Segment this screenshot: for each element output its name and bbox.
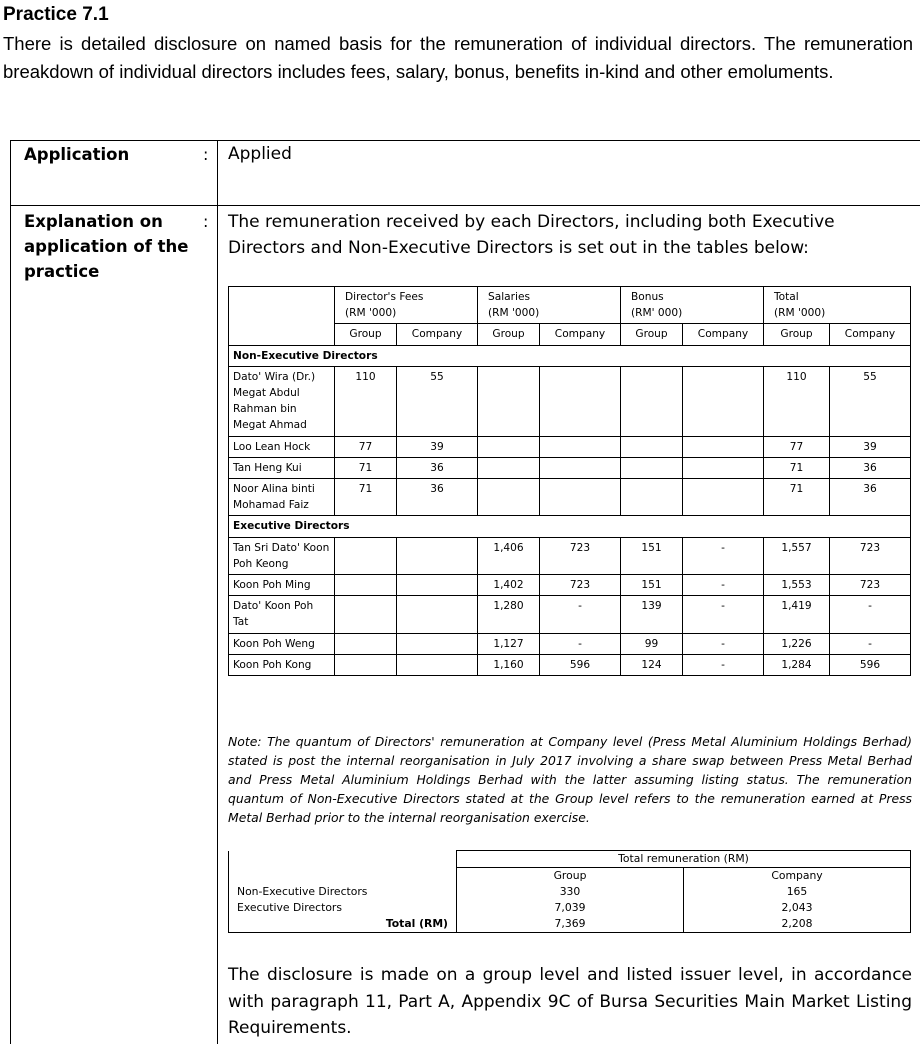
amount-cell: 77 <box>764 436 830 457</box>
frame-row-divider <box>10 205 920 206</box>
total-row-label: Executive Directors <box>229 900 457 916</box>
total-sum-company: 2,208 <box>684 916 911 933</box>
amount-cell <box>335 575 397 596</box>
amount-cell: 77 <box>335 436 397 457</box>
header-total-unit: (RM '000) <box>774 307 826 320</box>
total-cols-row <box>229 868 911 885</box>
amount-cell <box>621 436 683 457</box>
disclosure-statement: The disclosure is made on a group level and listed issuer level, in accordance with paragraph 11, Part A, Appendix 9C of Bursa Securities Main Market Listing Requirements. <box>228 965 912 1038</box>
header-total <box>764 287 911 324</box>
total-data-row <box>229 884 911 900</box>
amount-cell: - <box>683 537 764 574</box>
total-sum-row <box>229 916 911 933</box>
section-title: Executive Directors <box>229 516 911 537</box>
amount-cell <box>621 479 683 516</box>
amount-cell: 1,402 <box>478 575 540 596</box>
total-header-title: Total remuneration (RM) <box>457 851 911 868</box>
amount-cell: - <box>683 575 764 596</box>
amount-cell: 1,419 <box>764 596 830 633</box>
director-row <box>229 479 911 516</box>
director-name: Koon Poh Kong <box>229 654 335 675</box>
amount-cell: - <box>830 633 911 654</box>
total-data-row <box>229 900 911 916</box>
total-header-blank <box>229 851 457 868</box>
amount-cell: 71 <box>335 479 397 516</box>
amount-cell: 1,284 <box>764 654 830 675</box>
header-fees-name: Director's Fees <box>345 291 424 303</box>
director-row <box>229 575 911 596</box>
amount-cell: 151 <box>621 575 683 596</box>
application-label: Application <box>24 145 130 164</box>
section-row <box>229 345 911 366</box>
explanation-colon: : <box>203 212 209 231</box>
amount-cell <box>540 457 621 478</box>
amount-cell <box>335 633 397 654</box>
header-sub-cell: Company <box>397 324 478 345</box>
amount-cell: 723 <box>540 537 621 574</box>
amount-cell: - <box>540 633 621 654</box>
header-sub-cell: Company <box>830 324 911 345</box>
amount-cell: 55 <box>830 366 911 436</box>
total-col-group: Group <box>457 868 684 885</box>
total-cols-blank <box>229 868 457 885</box>
amount-cell: 36 <box>830 479 911 516</box>
amount-cell <box>540 479 621 516</box>
frame-column-divider <box>217 140 218 1044</box>
amount-cell: - <box>683 654 764 675</box>
amount-cell: - <box>683 596 764 633</box>
amount-cell <box>683 436 764 457</box>
header-salaries <box>478 287 621 324</box>
director-row <box>229 436 911 457</box>
amount-cell: 1,557 <box>764 537 830 574</box>
amount-cell <box>397 654 478 675</box>
remuneration-note: Note: The quantum of Directors' remuneration at Company level (Press Metal Aluminium Holdings Berhad) stated is post the internal reorganisation in July 2017 involving a share swap between Press Metal Berhad and Press Metal Aluminium Holdings Berhad with the latter assuming listing status. The remuneration quantum of Non-Executive Directors stated at the Group level refers to the remuneration earned at Press Metal Berhad prior to the internal reorganisation exercise. <box>228 734 912 825</box>
total-sum-label: Total (RM) <box>229 916 457 933</box>
amount-cell <box>335 537 397 574</box>
amount-cell: 36 <box>397 479 478 516</box>
total-row-company: 2,043 <box>684 900 911 916</box>
amount-cell: 1,226 <box>764 633 830 654</box>
header-bonus-name: Bonus <box>631 291 664 303</box>
non-executive-rows <box>229 366 911 516</box>
amount-cell <box>478 479 540 516</box>
amount-cell: 39 <box>830 436 911 457</box>
explanation-label-line: practice <box>24 262 100 281</box>
header-group-row <box>229 287 911 324</box>
header-salaries-unit: (RM '000) <box>488 307 540 320</box>
total-row-group: 330 <box>457 884 684 900</box>
amount-cell <box>397 575 478 596</box>
header-total-name: Total <box>774 291 799 303</box>
header-salaries-name: Salaries <box>488 291 530 303</box>
amount-cell: 110 <box>335 366 397 436</box>
explanation-label-line: Explanation on <box>24 212 163 231</box>
amount-cell <box>335 596 397 633</box>
amount-cell: - <box>830 596 911 633</box>
amount-cell <box>683 457 764 478</box>
frame-left-border <box>10 140 11 1044</box>
explanation-label-line: application of the <box>24 237 189 256</box>
amount-cell: 596 <box>540 654 621 675</box>
amount-cell: 1,127 <box>478 633 540 654</box>
director-row <box>229 366 911 436</box>
header-sub-cell: Company <box>540 324 621 345</box>
amount-cell <box>397 633 478 654</box>
director-row <box>229 596 911 633</box>
frame-top-border <box>10 140 920 141</box>
director-name: Dato' Koon Poh Tat <box>229 596 335 633</box>
section-row <box>229 516 911 537</box>
director-row <box>229 457 911 478</box>
amount-cell: 71 <box>764 457 830 478</box>
director-name: Dato' Wira (Dr.) Megat Abdul Rahman bin Megat Ahmad <box>229 366 335 436</box>
amount-cell: 71 <box>335 457 397 478</box>
amount-cell <box>478 457 540 478</box>
amount-cell <box>540 436 621 457</box>
amount-cell <box>478 436 540 457</box>
director-name: Loo Lean Hock <box>229 436 335 457</box>
director-name: Noor Alina binti Mohamad Faiz <box>229 479 335 516</box>
total-row-company: 165 <box>684 884 911 900</box>
total-row-group: 7,039 <box>457 900 684 916</box>
amount-cell: 110 <box>764 366 830 436</box>
header-sub-cell: Group <box>621 324 683 345</box>
amount-cell: 151 <box>621 537 683 574</box>
explanation-text: The remuneration received by each Directors, including both Executive Directors and Non-Executive Directors is set out in the tables below: <box>228 212 835 258</box>
amount-cell: 1,553 <box>764 575 830 596</box>
total-remuneration-table <box>228 850 911 933</box>
director-row <box>229 537 911 574</box>
amount-cell: 1,280 <box>478 596 540 633</box>
amount-cell: 596 <box>830 654 911 675</box>
amount-cell: 99 <box>621 633 683 654</box>
amount-cell <box>683 479 764 516</box>
header-sub-cell: Company <box>683 324 764 345</box>
explanation-label <box>24 209 188 284</box>
director-name: Tan Sri Dato' Koon Poh Keong <box>229 537 335 574</box>
practice-heading: Practice 7.1 <box>3 4 109 25</box>
remuneration-table <box>228 286 911 676</box>
total-col-company: Company <box>684 868 911 885</box>
amount-cell: 36 <box>397 457 478 478</box>
amount-cell: 124 <box>621 654 683 675</box>
director-row <box>229 654 911 675</box>
amount-cell: 723 <box>830 575 911 596</box>
amount-cell: 723 <box>540 575 621 596</box>
total-sum-group: 7,369 <box>457 916 684 933</box>
amount-cell: 1,160 <box>478 654 540 675</box>
director-name: Koon Poh Ming <box>229 575 335 596</box>
amount-cell: 723 <box>830 537 911 574</box>
amount-cell <box>397 596 478 633</box>
section-title: Non-Executive Directors <box>229 345 911 366</box>
header-bonus <box>621 287 764 324</box>
amount-cell: 36 <box>830 457 911 478</box>
director-row <box>229 633 911 654</box>
total-header-row <box>229 851 911 868</box>
amount-cell <box>683 366 764 436</box>
practice-description: There is detailed disclosure on named basis for the remuneration of individual directors. The remuneration breakdown of individual directors includes fees, salary, bonus, benefits in-kind and other emoluments. <box>3 33 913 82</box>
amount-cell <box>621 457 683 478</box>
director-name: Tan Heng Kui <box>229 457 335 478</box>
application-value: Applied <box>228 144 292 164</box>
amount-cell: - <box>683 633 764 654</box>
header-bonus-unit: (RM' 000) <box>631 307 683 320</box>
total-row-label: Non-Executive Directors <box>229 884 457 900</box>
amount-cell: 71 <box>764 479 830 516</box>
header-fees-unit: (RM '000) <box>345 307 397 320</box>
amount-cell <box>621 366 683 436</box>
header-sub-cell: Group <box>335 324 397 345</box>
amount-cell <box>478 366 540 436</box>
amount-cell: - <box>540 596 621 633</box>
header-sub-cell: Group <box>478 324 540 345</box>
header-blank-cell <box>229 287 335 346</box>
header-fees <box>335 287 478 324</box>
amount-cell <box>540 366 621 436</box>
header-sub-cell: Group <box>764 324 830 345</box>
amount-cell <box>397 537 478 574</box>
amount-cell: 55 <box>397 366 478 436</box>
amount-cell: 1,406 <box>478 537 540 574</box>
amount-cell <box>335 654 397 675</box>
application-colon: : <box>203 145 209 164</box>
amount-cell: 139 <box>621 596 683 633</box>
amount-cell: 39 <box>397 436 478 457</box>
executive-rows <box>229 537 911 675</box>
director-name: Koon Poh Weng <box>229 633 335 654</box>
